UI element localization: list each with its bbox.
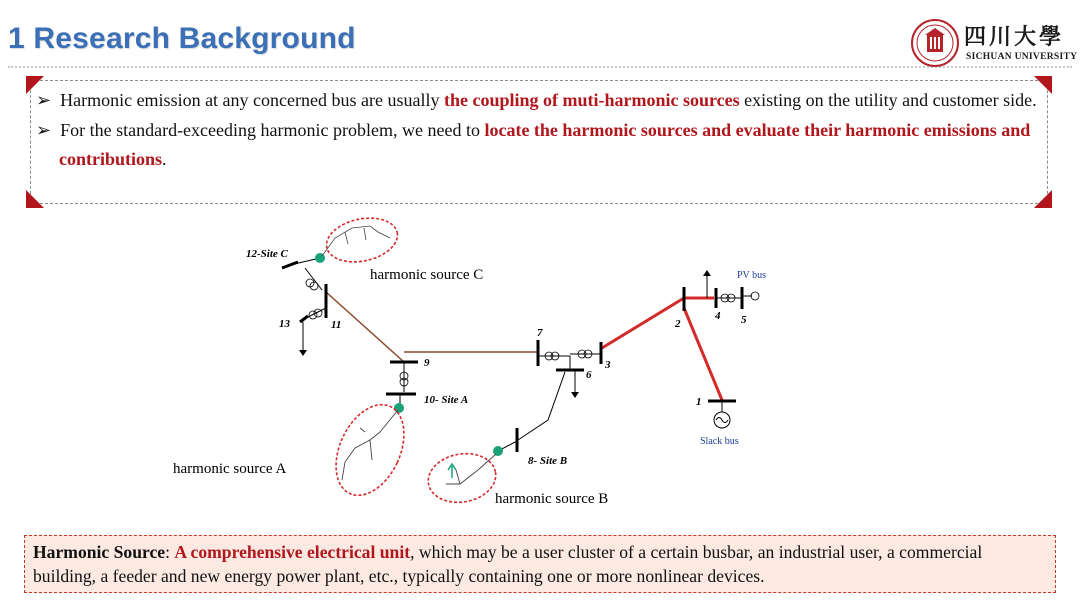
label-bus-2: 2 [675,318,681,330]
site-b-node [493,446,503,456]
label-bus-4: 4 [715,310,721,322]
label-hs-c: harmonic source C [370,267,484,283]
site-c-region [322,212,401,268]
bullet-item: ➢ For the standard-exceeding harmonic problem, we need to locate the harmonic sources and evaluate their harmonic emissions and contributions. [36,119,1031,169]
definition-colon: : [165,542,175,562]
label-bus-11: 11 [331,319,342,331]
label-hs-b: harmonic source B [495,491,609,507]
bullet-item: ➢ Harmonic emission at any concerned bus are usually the coupling of muti-harmonic sources existing on the utility and customer side. [36,90,1037,110]
page-title: 1 Research Background [8,22,356,55]
label-hs-a: harmonic source A [173,461,287,477]
label-pv-bus: PV bus [737,270,766,281]
label-bus-3: 3 [605,359,611,371]
label-bus-9: 9 [424,357,430,369]
bullet-text: Harmonic emission at any concerned bus are usually [60,90,444,110]
label-site-c: 12-Site C [246,248,288,260]
university-name-cn: 四川大學 [964,24,1065,50]
site-a-region [323,394,418,506]
bullet-text: For the standard-exceeding harmonic problem, we need to [60,119,485,140]
label-bus-1: 1 [696,396,702,408]
label-site-b: 8- Site B [528,455,568,467]
university-name-en: SICHUAN UNIVERSITY [966,52,1078,62]
label-bus-7: 7 [537,327,543,339]
label-bus-5: 5 [741,314,747,326]
label-bus-6: 6 [586,369,592,381]
definition-text [33,540,1048,588]
bullet-highlight: locate the harmonic sources and evaluate their harmonic emissions and contributions [59,119,1031,169]
site-a-node [394,403,404,413]
bullet-highlight: the coupling of muti-harmonic sources [443,90,740,110]
definition-rest: , which may be a user cluster of a certain busbar, an industrial user, a commercial building, a feeder and new energy power plant, etc., typically containing one or more nonlinear devices. [33,542,983,586]
definition-term: Harmonic Source [33,542,166,562]
network-diagram [0,208,1080,528]
bullet-list [36,86,1040,175]
definition-highlight: A comprehensive electrical unit [174,542,411,562]
site-b-region [424,448,499,507]
line-3-2 [602,298,684,348]
bullet-text: . [162,149,167,169]
label-site-a: 10- Site A [424,394,469,406]
label-slack-bus: Slack bus [700,436,739,447]
bullet-text: existing on the utility and customer side. [739,90,1037,110]
label-bus-13: 13 [279,318,290,330]
